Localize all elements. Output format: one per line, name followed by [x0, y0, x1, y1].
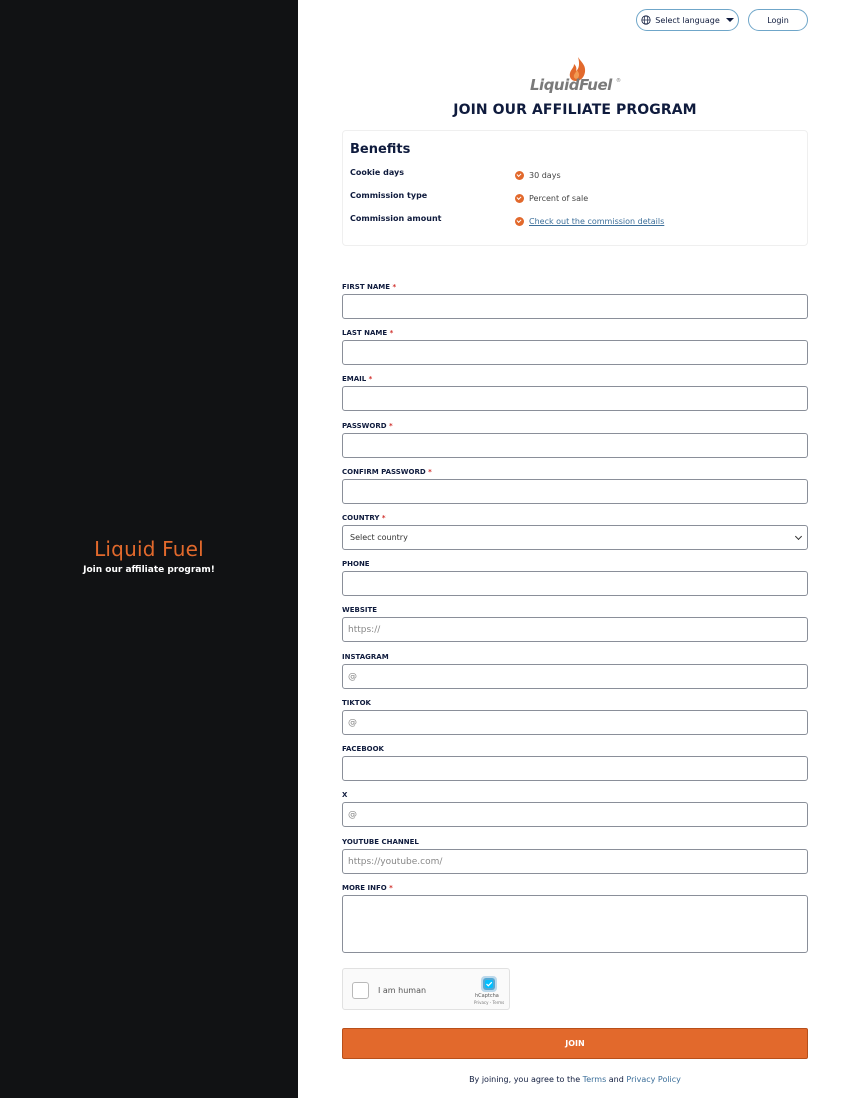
first-name-input[interactable]	[342, 294, 808, 319]
terms-prefix: By joining, you agree to the	[469, 1075, 581, 1084]
field-label: INSTAGRAM	[342, 653, 389, 661]
field-first-name	[342, 282, 808, 319]
globe-icon	[641, 15, 651, 25]
privacy-policy-link[interactable]: Privacy Policy	[626, 1075, 681, 1084]
field-label: COUNTRY	[342, 514, 380, 522]
benefits-card	[342, 130, 808, 246]
benefit-value	[515, 171, 561, 180]
field-label: WEBSITE	[342, 606, 378, 614]
language-label: Select language	[655, 15, 720, 25]
terms-and: and	[608, 1075, 624, 1084]
field-label: CONFIRM PASSWORD	[342, 468, 426, 476]
field-tiktok	[342, 698, 808, 735]
benefit-row-commission-amount	[350, 214, 800, 228]
hcaptcha-logo-icon	[479, 974, 499, 994]
field-facebook	[342, 744, 808, 781]
required-mark: *	[388, 422, 393, 430]
instagram-input[interactable]: @	[342, 664, 808, 689]
field-youtube-channel	[342, 837, 808, 874]
benefit-value-text: 30 days	[529, 171, 561, 180]
logo-text: LiquidFuel	[530, 76, 612, 94]
benefit-label: Commission type	[350, 191, 428, 200]
hcaptcha-widget	[342, 968, 510, 1010]
terms-link[interactable]: Terms	[582, 1075, 607, 1084]
required-mark: *	[392, 283, 397, 291]
x-input[interactable]: @	[342, 802, 808, 827]
registered-mark: ®	[616, 78, 621, 84]
website-input[interactable]: https://	[342, 617, 808, 642]
field-label: YOUTUBE CHANNEL	[342, 838, 419, 846]
benefit-row-commission-type	[350, 191, 800, 205]
commission-details-link[interactable]: Check out the commission details	[529, 217, 665, 226]
panel-subtitle: Join our affiliate program!	[83, 565, 215, 575]
liquid-fuel-logo	[528, 56, 624, 98]
check-circle-icon	[515, 171, 524, 180]
field-label: FIRST NAME	[342, 283, 391, 291]
field-label: X	[342, 791, 348, 799]
field-email	[342, 374, 808, 411]
captcha-checkbox[interactable]	[352, 982, 369, 999]
country-select-value: Select country	[350, 533, 408, 542]
benefit-value-text: Percent of sale	[529, 194, 589, 203]
country-select[interactable]	[342, 525, 808, 550]
captcha-brand: hCaptcha	[475, 993, 499, 999]
field-phone	[342, 559, 808, 596]
field-more-info	[342, 883, 808, 953]
youtube-channel-input[interactable]: https://youtube.com/	[342, 849, 808, 874]
required-mark: *	[389, 329, 394, 337]
field-confirm-password	[342, 467, 808, 504]
terms-notice	[342, 1075, 808, 1084]
required-mark: *	[428, 468, 432, 476]
required-mark: *	[389, 884, 393, 892]
caret-down-icon	[726, 18, 734, 22]
tiktok-input[interactable]: @	[342, 710, 808, 735]
required-mark: *	[368, 375, 373, 383]
field-label: PHONE	[342, 560, 370, 568]
field-label: FACEBOOK	[342, 745, 384, 753]
language-selector[interactable]	[636, 9, 739, 31]
field-country	[342, 513, 808, 550]
benefit-row-cookie-days	[350, 168, 800, 182]
facebook-input[interactable]	[342, 756, 808, 781]
confirm-password-input[interactable]	[342, 479, 808, 504]
benefit-label: Cookie days	[350, 168, 404, 177]
more-info-textarea[interactable]	[342, 895, 808, 953]
field-website	[342, 605, 808, 642]
field-label: MORE INFO	[342, 884, 387, 892]
check-circle-icon	[515, 217, 524, 226]
field-label: PASSWORD	[342, 422, 387, 430]
last-name-input[interactable]	[342, 340, 808, 365]
benefits-title: Benefits	[350, 142, 411, 157]
panel-title: Liquid Fuel	[94, 537, 204, 561]
email-input[interactable]	[342, 386, 808, 411]
benefit-label: Commission amount	[350, 214, 442, 223]
captcha-label: I am human	[378, 986, 427, 995]
check-circle-icon	[515, 194, 524, 203]
field-label: LAST NAME	[342, 329, 388, 337]
login-button[interactable]: Login	[748, 9, 808, 31]
required-mark: *	[381, 514, 386, 522]
phone-input[interactable]	[342, 571, 808, 596]
field-instagram	[342, 652, 808, 689]
field-label: EMAIL	[342, 375, 367, 383]
brand-panel	[0, 0, 298, 1098]
page-title: JOIN OUR AFFILIATE PROGRAM	[453, 102, 697, 118]
password-input[interactable]	[342, 433, 808, 458]
field-x	[342, 790, 808, 827]
field-password	[342, 421, 808, 458]
signup-page	[298, 0, 852, 1100]
benefit-value	[515, 217, 664, 226]
field-last-name	[342, 328, 808, 365]
captcha-links[interactable]: Privacy - Terms	[474, 1000, 505, 1005]
chevron-down-icon	[795, 532, 802, 539]
join-button[interactable]: JOIN	[342, 1028, 808, 1059]
field-label: TIKTOK	[342, 699, 371, 707]
benefit-value	[515, 194, 588, 203]
topbar	[636, 9, 808, 31]
